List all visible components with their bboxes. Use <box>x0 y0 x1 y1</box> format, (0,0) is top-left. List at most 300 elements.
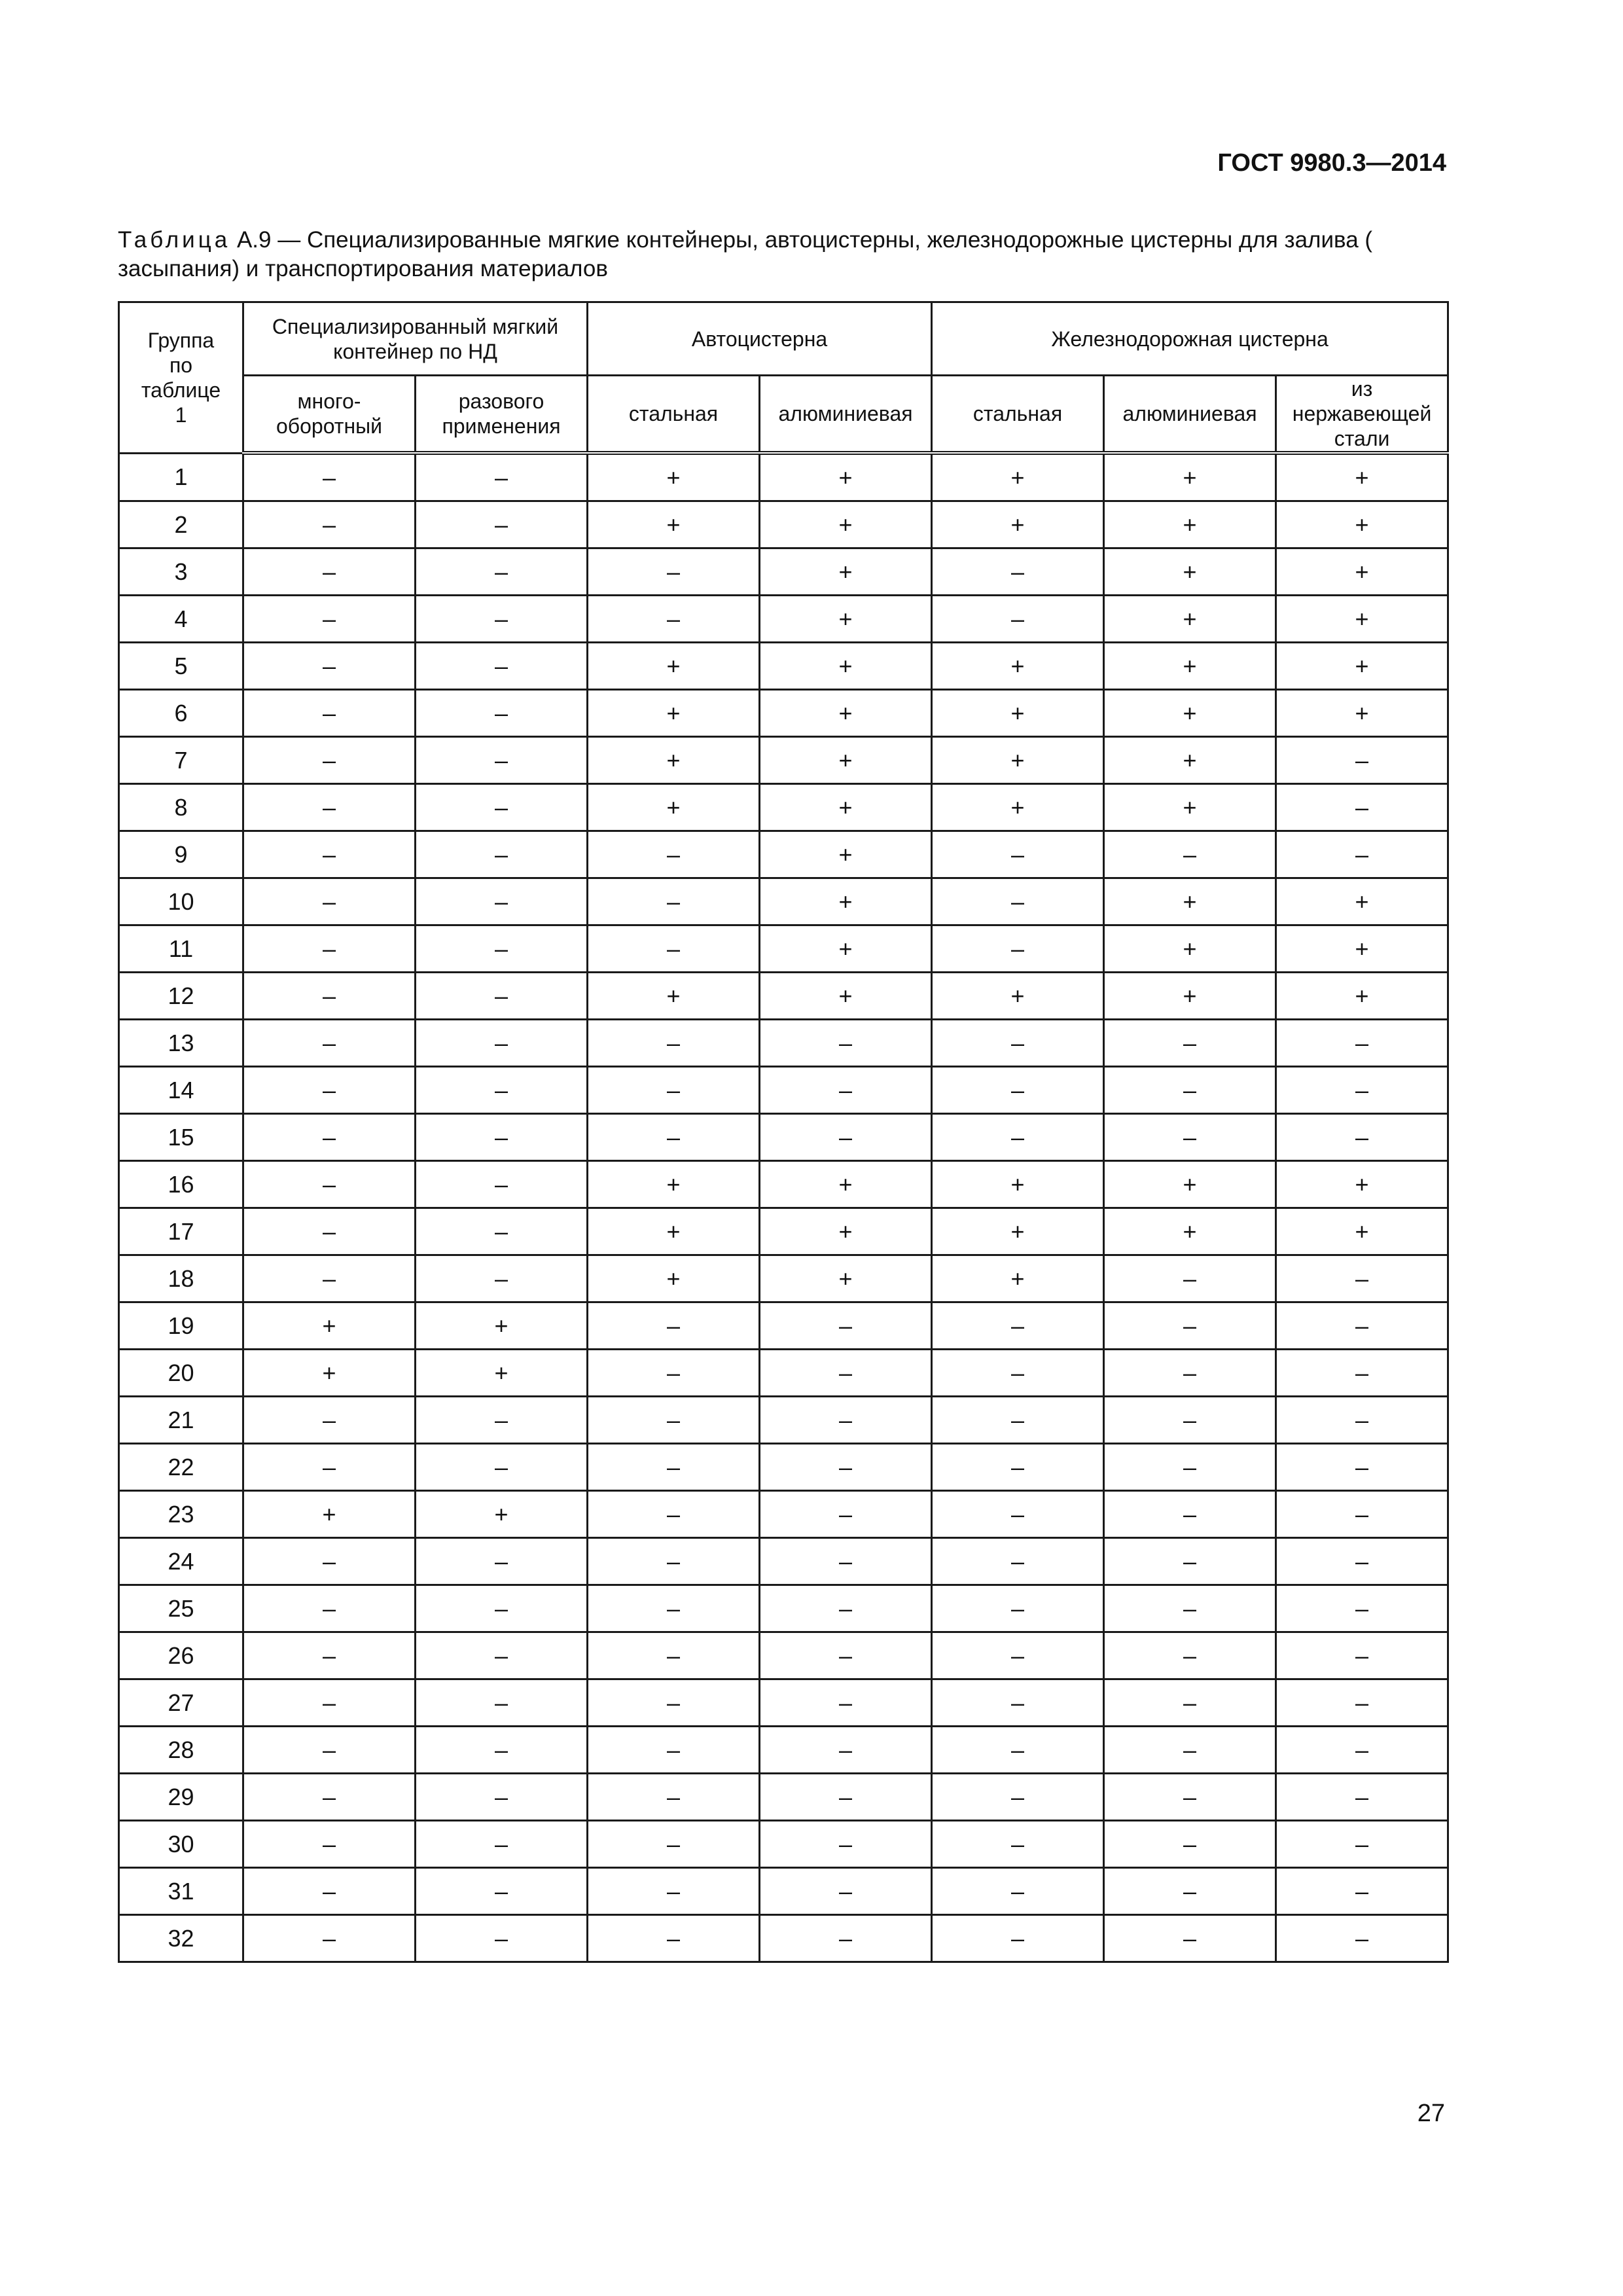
suitability-cell: – <box>1276 737 1448 784</box>
header-rail-tank: Железнодорожная цистерна <box>932 302 1448 376</box>
suitability-cell: – <box>1276 1350 1448 1397</box>
suitability-cell: – <box>1104 831 1276 878</box>
suitability-cell: – <box>760 1679 932 1727</box>
suitability-cell: – <box>588 596 760 643</box>
suitability-cell: – <box>1104 1915 1276 1962</box>
suitability-cell: – <box>243 1727 416 1774</box>
suitability-cell: – <box>932 925 1104 973</box>
suitability-cell: – <box>243 1208 416 1255</box>
suitability-cell: – <box>588 1915 760 1962</box>
suitability-cell: – <box>416 784 588 831</box>
group-number-cell: 26 <box>119 1632 243 1679</box>
suitability-cell: + <box>1104 643 1276 690</box>
suitability-cell: – <box>1276 1067 1448 1114</box>
suitability-cell: – <box>1104 1491 1276 1538</box>
suitability-cell: + <box>1104 973 1276 1020</box>
suitability-cell: + <box>243 1350 416 1397</box>
standard-designation: ГОСТ 9980.3—2014 <box>1217 149 1446 177</box>
suitability-cell: – <box>1104 1020 1276 1067</box>
suitability-cell: – <box>243 737 416 784</box>
suitability-cell: – <box>416 1915 588 1962</box>
suitability-cell: – <box>243 878 416 925</box>
suitability-cell: + <box>1104 453 1276 501</box>
suitability-cell: – <box>588 878 760 925</box>
suitability-cell: – <box>243 1538 416 1585</box>
table-row <box>119 973 1448 1020</box>
page-number: 27 <box>1417 2100 1445 2127</box>
suitability-cell: – <box>932 1868 1104 1915</box>
group-number-cell: 9 <box>119 831 243 878</box>
suitability-cell: + <box>1104 596 1276 643</box>
suitability-cell: – <box>1104 1727 1276 1774</box>
suitability-cell: – <box>588 548 760 596</box>
suitability-cell: – <box>243 1067 416 1114</box>
suitability-cell: – <box>243 1397 416 1444</box>
suitability-cell: – <box>588 1302 760 1350</box>
suitability-cell: + <box>760 1255 932 1302</box>
suitability-cell: – <box>932 1350 1104 1397</box>
group-number-cell: 14 <box>119 1067 243 1114</box>
suitability-cell: – <box>1104 1821 1276 1868</box>
suitability-cell: – <box>1276 1774 1448 1821</box>
suitability-cell: + <box>1104 878 1276 925</box>
suitability-cell: + <box>1276 1161 1448 1208</box>
group-number-cell: 23 <box>119 1491 243 1538</box>
suitability-cell: – <box>1104 1350 1276 1397</box>
table-row <box>119 1114 1448 1161</box>
group-number-cell: 19 <box>119 1302 243 1350</box>
suitability-cell: – <box>588 925 760 973</box>
suitability-cell: + <box>760 548 932 596</box>
suitability-cell: + <box>1104 1208 1276 1255</box>
suitability-cell: – <box>932 1821 1104 1868</box>
suitability-cell: – <box>1104 1444 1276 1491</box>
suitability-cell: – <box>1104 1632 1276 1679</box>
suitability-cell: – <box>243 1444 416 1491</box>
suitability-cell: + <box>588 1208 760 1255</box>
suitability-cell: + <box>760 973 932 1020</box>
containers-table <box>118 301 1449 1963</box>
suitability-cell: + <box>1276 453 1448 501</box>
group-number-cell: 31 <box>119 1868 243 1915</box>
suitability-cell: – <box>243 1632 416 1679</box>
suitability-cell: – <box>932 1397 1104 1444</box>
suitability-cell: – <box>243 548 416 596</box>
suitability-cell: – <box>1104 1302 1276 1350</box>
suitability-cell: – <box>1276 1727 1448 1774</box>
header-group: Группа по таблице 1 <box>119 302 243 454</box>
suitability-cell: – <box>932 1774 1104 1821</box>
suitability-cell: + <box>1104 925 1276 973</box>
suitability-cell: – <box>760 1868 932 1915</box>
suitability-cell: + <box>588 690 760 737</box>
suitability-cell: – <box>243 1915 416 1962</box>
group-number-cell: 11 <box>119 925 243 973</box>
group-number-cell: 13 <box>119 1020 243 1067</box>
table-row <box>119 1915 1448 1962</box>
suitability-cell: + <box>760 831 932 878</box>
suitability-cell: – <box>243 1020 416 1067</box>
table-row <box>119 690 1448 737</box>
suitability-cell: – <box>1104 1538 1276 1585</box>
subheader-auto-aluminium: алюминиевая <box>760 376 932 454</box>
table-row <box>119 1397 1448 1444</box>
suitability-cell: – <box>1276 831 1448 878</box>
suitability-cell: – <box>1276 1444 1448 1491</box>
subheader-rail-aluminium: алюминиевая <box>1104 376 1276 454</box>
suitability-cell: – <box>1276 1868 1448 1915</box>
suitability-cell: – <box>1276 1679 1448 1727</box>
table-body <box>119 453 1448 1962</box>
table-caption-label: Таблица <box>118 227 231 253</box>
table-row <box>119 1067 1448 1114</box>
suitability-cell: – <box>243 690 416 737</box>
suitability-cell: – <box>760 1727 932 1774</box>
suitability-cell: – <box>416 1067 588 1114</box>
suitability-cell: + <box>416 1491 588 1538</box>
header-auto-tank: Автоцистерна <box>588 302 932 376</box>
suitability-cell: + <box>588 1161 760 1208</box>
suitability-cell: + <box>760 643 932 690</box>
suitability-cell: – <box>588 1444 760 1491</box>
suitability-cell: + <box>588 784 760 831</box>
group-number-cell: 16 <box>119 1161 243 1208</box>
group-number-cell: 10 <box>119 878 243 925</box>
suitability-cell: – <box>1276 1020 1448 1067</box>
table-row <box>119 1868 1448 1915</box>
suitability-cell: – <box>1104 1255 1276 1302</box>
suitability-cell: + <box>1276 878 1448 925</box>
group-number-cell: 29 <box>119 1774 243 1821</box>
suitability-cell: – <box>416 1727 588 1774</box>
suitability-cell: – <box>243 1255 416 1302</box>
suitability-cell: – <box>588 1679 760 1727</box>
suitability-cell: + <box>932 453 1104 501</box>
suitability-cell: – <box>932 1632 1104 1679</box>
suitability-cell: + <box>1276 643 1448 690</box>
table-caption <box>118 226 1446 283</box>
suitability-cell: + <box>1104 548 1276 596</box>
table-row <box>119 784 1448 831</box>
suitability-cell: – <box>1276 1821 1448 1868</box>
table-row <box>119 596 1448 643</box>
suitability-cell: + <box>1276 596 1448 643</box>
table-row <box>119 1208 1448 1255</box>
suitability-cell: + <box>1276 925 1448 973</box>
table-row <box>119 1727 1448 1774</box>
table-row <box>119 1302 1448 1350</box>
table-row <box>119 1444 1448 1491</box>
suitability-cell: – <box>588 1632 760 1679</box>
group-number-cell: 27 <box>119 1679 243 1727</box>
suitability-cell: – <box>243 1114 416 1161</box>
suitability-cell: – <box>588 1067 760 1114</box>
suitability-cell: – <box>932 1679 1104 1727</box>
suitability-cell: – <box>588 1020 760 1067</box>
suitability-cell: + <box>1276 501 1448 548</box>
group-number-cell: 18 <box>119 1255 243 1302</box>
suitability-cell: – <box>416 737 588 784</box>
table-row <box>119 1350 1448 1397</box>
group-number-cell: 7 <box>119 737 243 784</box>
suitability-cell: + <box>588 1255 760 1302</box>
suitability-cell: + <box>760 1161 932 1208</box>
suitability-cell: – <box>1276 1255 1448 1302</box>
table-caption-text: А.9 — Специализированные мягкие контейнеры, автоцистерны, железнодорожные цистерны для залива ( засыпания) и транспортирования материалов <box>118 227 1373 281</box>
table-row <box>119 1161 1448 1208</box>
suitability-cell: + <box>1276 690 1448 737</box>
suitability-cell: + <box>1276 973 1448 1020</box>
suitability-cell: – <box>416 925 588 973</box>
suitability-cell: – <box>932 1727 1104 1774</box>
suitability-cell: – <box>243 453 416 501</box>
suitability-cell: – <box>588 1114 760 1161</box>
subheader-auto-steel: стальная <box>588 376 760 454</box>
suitability-cell: + <box>760 784 932 831</box>
suitability-cell: – <box>932 1067 1104 1114</box>
suitability-cell: – <box>416 1538 588 1585</box>
table-row <box>119 643 1448 690</box>
suitability-cell: + <box>932 1255 1104 1302</box>
header-soft-container: Специализированный мягкий контейнер по НД <box>243 302 588 376</box>
suitability-cell: – <box>1276 1538 1448 1585</box>
suitability-cell: – <box>416 1444 588 1491</box>
suitability-cell: – <box>1104 1679 1276 1727</box>
suitability-cell: – <box>760 1632 932 1679</box>
suitability-cell: + <box>932 690 1104 737</box>
suitability-cell: – <box>243 643 416 690</box>
suitability-cell: – <box>932 1114 1104 1161</box>
group-number-cell: 24 <box>119 1538 243 1585</box>
suitability-cell: – <box>416 973 588 1020</box>
suitability-cell: + <box>932 737 1104 784</box>
suitability-cell: – <box>760 1538 932 1585</box>
suitability-cell: – <box>243 501 416 548</box>
table-row <box>119 1821 1448 1868</box>
suitability-cell: + <box>760 1208 932 1255</box>
table-row <box>119 1491 1448 1538</box>
suitability-cell: + <box>1104 737 1276 784</box>
table-row <box>119 1774 1448 1821</box>
subheader-rail-stainless: из нержавеющей стали <box>1276 376 1448 454</box>
table-row <box>119 1255 1448 1302</box>
group-number-cell: 22 <box>119 1444 243 1491</box>
suitability-cell: – <box>932 1302 1104 1350</box>
suitability-cell: – <box>588 1868 760 1915</box>
suitability-cell: + <box>588 973 760 1020</box>
suitability-cell: – <box>243 1821 416 1868</box>
suitability-cell: – <box>932 1585 1104 1632</box>
table-row <box>119 1585 1448 1632</box>
suitability-cell: + <box>932 973 1104 1020</box>
suitability-cell: + <box>1104 690 1276 737</box>
suitability-cell: – <box>416 1632 588 1679</box>
suitability-cell: – <box>416 1397 588 1444</box>
suitability-cell: + <box>588 643 760 690</box>
suitability-cell: – <box>588 831 760 878</box>
suitability-cell: + <box>760 878 932 925</box>
suitability-cell: – <box>416 831 588 878</box>
suitability-cell: – <box>932 548 1104 596</box>
suitability-cell: – <box>932 596 1104 643</box>
suitability-cell: – <box>588 1397 760 1444</box>
suitability-cell: – <box>416 690 588 737</box>
suitability-cell: – <box>932 1491 1104 1538</box>
suitability-cell: – <box>932 878 1104 925</box>
suitability-cell: – <box>760 1067 932 1114</box>
suitability-cell: – <box>416 453 588 501</box>
suitability-cell: + <box>1104 501 1276 548</box>
table-row <box>119 737 1448 784</box>
suitability-cell: + <box>932 784 1104 831</box>
suitability-cell: – <box>932 831 1104 878</box>
group-number-cell: 17 <box>119 1208 243 1255</box>
group-number-cell: 4 <box>119 596 243 643</box>
group-number-cell: 1 <box>119 453 243 501</box>
suitability-cell: + <box>1276 548 1448 596</box>
suitability-cell: – <box>416 1821 588 1868</box>
suitability-cell: – <box>416 1774 588 1821</box>
suitability-cell: – <box>760 1491 932 1538</box>
suitability-cell: – <box>416 501 588 548</box>
suitability-cell: – <box>1276 1114 1448 1161</box>
suitability-cell: – <box>416 1255 588 1302</box>
suitability-cell: + <box>243 1491 416 1538</box>
suitability-cell: + <box>760 453 932 501</box>
suitability-cell: + <box>760 596 932 643</box>
suitability-cell: – <box>1276 1302 1448 1350</box>
suitability-cell: – <box>588 1491 760 1538</box>
suitability-cell: – <box>1276 784 1448 831</box>
suitability-cell: – <box>1104 1774 1276 1821</box>
suitability-cell: + <box>760 737 932 784</box>
suitability-cell: – <box>760 1020 932 1067</box>
table-row <box>119 1538 1448 1585</box>
suitability-cell: – <box>243 1679 416 1727</box>
suitability-cell: + <box>760 925 932 973</box>
suitability-cell: – <box>760 1585 932 1632</box>
suitability-cell: – <box>416 596 588 643</box>
group-number-cell: 28 <box>119 1727 243 1774</box>
suitability-cell: – <box>1104 1114 1276 1161</box>
suitability-cell: – <box>760 1114 932 1161</box>
suitability-cell: – <box>588 1538 760 1585</box>
table-row <box>119 501 1448 548</box>
suitability-cell: – <box>760 1302 932 1350</box>
group-number-cell: 8 <box>119 784 243 831</box>
table-row <box>119 831 1448 878</box>
suitability-cell: – <box>243 973 416 1020</box>
suitability-cell: – <box>416 1161 588 1208</box>
table-row <box>119 548 1448 596</box>
suitability-cell: – <box>243 925 416 973</box>
suitability-cell: – <box>588 1774 760 1821</box>
suitability-cell: – <box>588 1727 760 1774</box>
suitability-cell: – <box>416 643 588 690</box>
suitability-cell: + <box>588 453 760 501</box>
subheader-rail-steel: стальная <box>932 376 1104 454</box>
suitability-cell: – <box>1104 1868 1276 1915</box>
suitability-cell: + <box>243 1302 416 1350</box>
suitability-cell: + <box>932 643 1104 690</box>
suitability-cell: – <box>1104 1397 1276 1444</box>
suitability-cell: + <box>416 1350 588 1397</box>
suitability-cell: + <box>932 501 1104 548</box>
suitability-cell: + <box>1104 1161 1276 1208</box>
suitability-cell: – <box>243 831 416 878</box>
suitability-cell: – <box>416 548 588 596</box>
suitability-cell: – <box>760 1821 932 1868</box>
suitability-cell: – <box>1104 1585 1276 1632</box>
suitability-cell: + <box>588 501 760 548</box>
suitability-cell: – <box>932 1915 1104 1962</box>
suitability-cell: – <box>243 1585 416 1632</box>
suitability-cell: – <box>760 1774 932 1821</box>
group-number-cell: 30 <box>119 1821 243 1868</box>
suitability-cell: + <box>932 1161 1104 1208</box>
suitability-cell: + <box>932 1208 1104 1255</box>
suitability-cell: – <box>932 1538 1104 1585</box>
suitability-cell: – <box>416 1679 588 1727</box>
suitability-cell: – <box>1276 1915 1448 1962</box>
suitability-cell: – <box>760 1915 932 1962</box>
table-row <box>119 1632 1448 1679</box>
suitability-cell: + <box>760 501 932 548</box>
suitability-cell: – <box>416 1585 588 1632</box>
suitability-cell: – <box>416 878 588 925</box>
group-number-cell: 21 <box>119 1397 243 1444</box>
suitability-cell: – <box>243 1161 416 1208</box>
group-number-cell: 15 <box>119 1114 243 1161</box>
suitability-cell: – <box>1276 1491 1448 1538</box>
suitability-cell: – <box>588 1585 760 1632</box>
suitability-cell: – <box>1276 1397 1448 1444</box>
table-row <box>119 1020 1448 1067</box>
subheader-reusable: много-оборотный <box>243 376 416 454</box>
suitability-cell: + <box>588 737 760 784</box>
suitability-cell: – <box>1104 1067 1276 1114</box>
suitability-cell: – <box>932 1444 1104 1491</box>
suitability-cell: – <box>760 1397 932 1444</box>
suitability-cell: – <box>243 596 416 643</box>
group-number-cell: 25 <box>119 1585 243 1632</box>
suitability-cell: – <box>416 1868 588 1915</box>
table-row <box>119 1679 1448 1727</box>
suitability-cell: – <box>1276 1632 1448 1679</box>
suitability-cell: – <box>588 1821 760 1868</box>
suitability-cell: – <box>243 784 416 831</box>
group-number-cell: 2 <box>119 501 243 548</box>
table-row <box>119 453 1448 501</box>
suitability-cell: + <box>416 1302 588 1350</box>
suitability-cell: – <box>760 1444 932 1491</box>
suitability-cell: – <box>243 1774 416 1821</box>
suitability-cell: + <box>760 690 932 737</box>
table-row <box>119 925 1448 973</box>
group-number-cell: 5 <box>119 643 243 690</box>
suitability-cell: – <box>416 1114 588 1161</box>
group-number-cell: 20 <box>119 1350 243 1397</box>
suitability-cell: – <box>1276 1585 1448 1632</box>
suitability-cell: – <box>760 1350 932 1397</box>
suitability-cell: + <box>1104 784 1276 831</box>
suitability-cell: + <box>1276 1208 1448 1255</box>
suitability-cell: – <box>243 1868 416 1915</box>
suitability-cell: – <box>416 1208 588 1255</box>
group-number-cell: 3 <box>119 548 243 596</box>
group-number-cell: 6 <box>119 690 243 737</box>
suitability-cell: – <box>932 1020 1104 1067</box>
